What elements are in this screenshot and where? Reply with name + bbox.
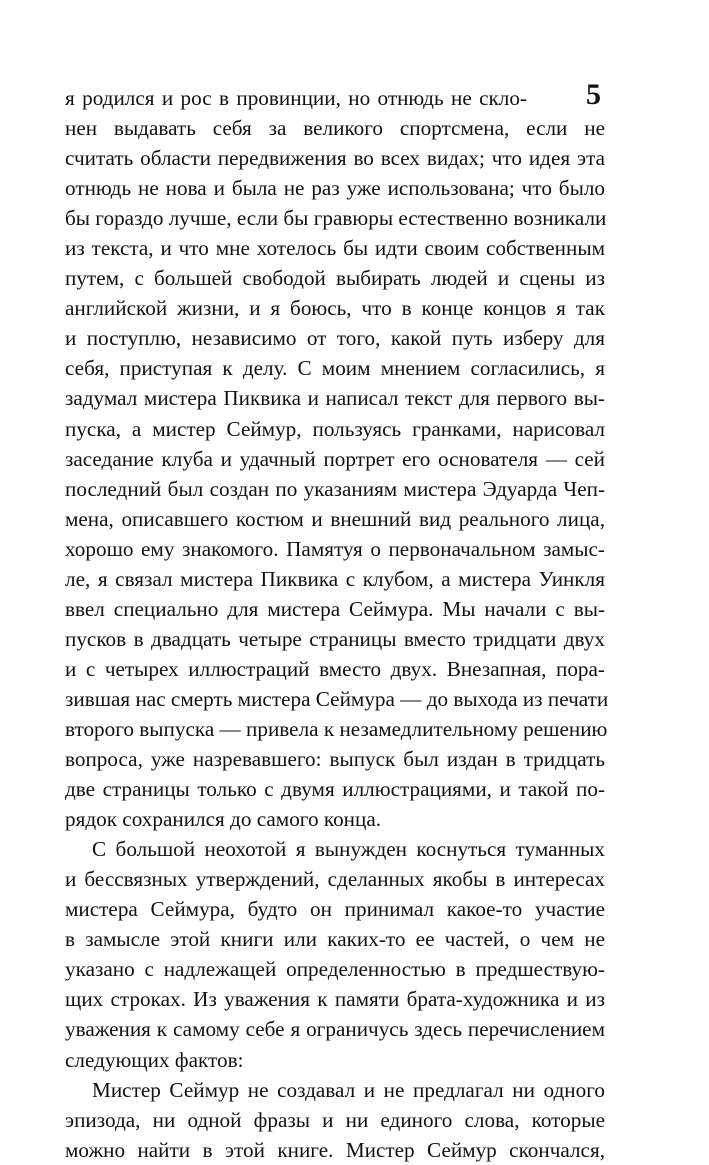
text-line: зившая нас смерть мистера Сеймура — до выхода из печати — [65, 686, 609, 711]
text-line: уважения к самому себе я ограничусь здесь перечислением — [65, 1017, 605, 1042]
text-line: щих строках. Из уважения к памяти брата-художника и из — [65, 987, 605, 1012]
text-line: ввел специально для мистера Сеймура. Мы начали с вы- — [65, 596, 605, 621]
text-line: мена, описавшего костюм и внешний вид реального лица, — [65, 506, 605, 531]
paragraph-first-line: Мистер Сеймур не создавал и не предлагал ни одного — [92, 1077, 605, 1102]
text-line: задумал мистера Пиквика и написал текст для первого вы- — [65, 386, 605, 411]
text-line: бы гораздо лучше, если бы гравюры естественно возникали — [65, 206, 607, 231]
text-line: можно найти в этой книге. Мистер Сеймур скончался, — [65, 1137, 605, 1162]
paragraph-first-line: С большой неохотой я вынужден коснуться туманных — [92, 837, 605, 862]
text-line: хорошо ему знакомого. Памятуя о первоначальном замыс- — [65, 536, 605, 561]
page-number: 5 — [586, 78, 601, 111]
body-text — [65, 83, 609, 1165]
text-line: пусков в двадцать четыре страницы вместо тридцати двух — [65, 626, 605, 651]
text-line: отнюдь не нова и была не раз уже использована; что было — [65, 176, 605, 201]
text-line: в замысле этой книги или каких-то ее частей, о чем не — [65, 927, 605, 952]
text-line: рядок сохранился до самого конца. — [65, 807, 382, 832]
text-line: вопроса, уже назревавшего: выпуск был издан в тридцать — [65, 747, 605, 772]
text-line: путем, с большей свободой выбирать людей и сцены из — [65, 266, 605, 291]
text-line: две страницы только с двумя иллюстрациями, и такой по- — [65, 777, 605, 802]
text-line: ле, я связал мистера Пиквика с клубом, а мистера Уинкля — [65, 566, 605, 591]
text-line: из текста, и что мне хотелось бы идти своим собственным — [65, 236, 605, 261]
text-line: пуска, а мистер Сеймур, пользуясь гранками, нарисовал — [65, 416, 605, 441]
text-line: мистера Сеймура, будто он принимал какое-то участие — [65, 897, 605, 922]
text-line: второго выпуска — привела к незамедлительному решению — [65, 716, 608, 741]
text-line: считать области передвижения во всех видах; что идея эта — [65, 146, 605, 171]
text-line: английской жизни, и я боюсь, что в конце концов я так — [65, 296, 605, 321]
text-line: следующих фактов: — [65, 1047, 244, 1072]
text-line: заседание клуба и удачный портрет его основателя — сей — [65, 446, 605, 471]
text-line: и поступлю, независимо от того, какой путь изберу для — [65, 326, 605, 351]
text-line: и бессвязных утверждений, сделанных якобы в интересах — [65, 867, 605, 892]
text-line: и с четырех иллюстраций вместо двух. Внезапная, пора- — [65, 656, 605, 681]
text-line: указано с надлежащей определенностью в предшествую- — [65, 957, 605, 982]
text-line: нен выдавать себя за великого спортсмена, если не — [65, 116, 605, 141]
text-line: я родился и рос в провинции, но отнюдь не скло- — [65, 86, 527, 110]
text-line: себя, приступая к делу. С моим мнением согласились, я — [65, 356, 605, 381]
text-line: последний был создан по указаниям мистера Эдуарда Чеп- — [65, 476, 605, 501]
text-line: эпизода, ни одной фразы и ни единого слова, которые — [65, 1107, 605, 1132]
